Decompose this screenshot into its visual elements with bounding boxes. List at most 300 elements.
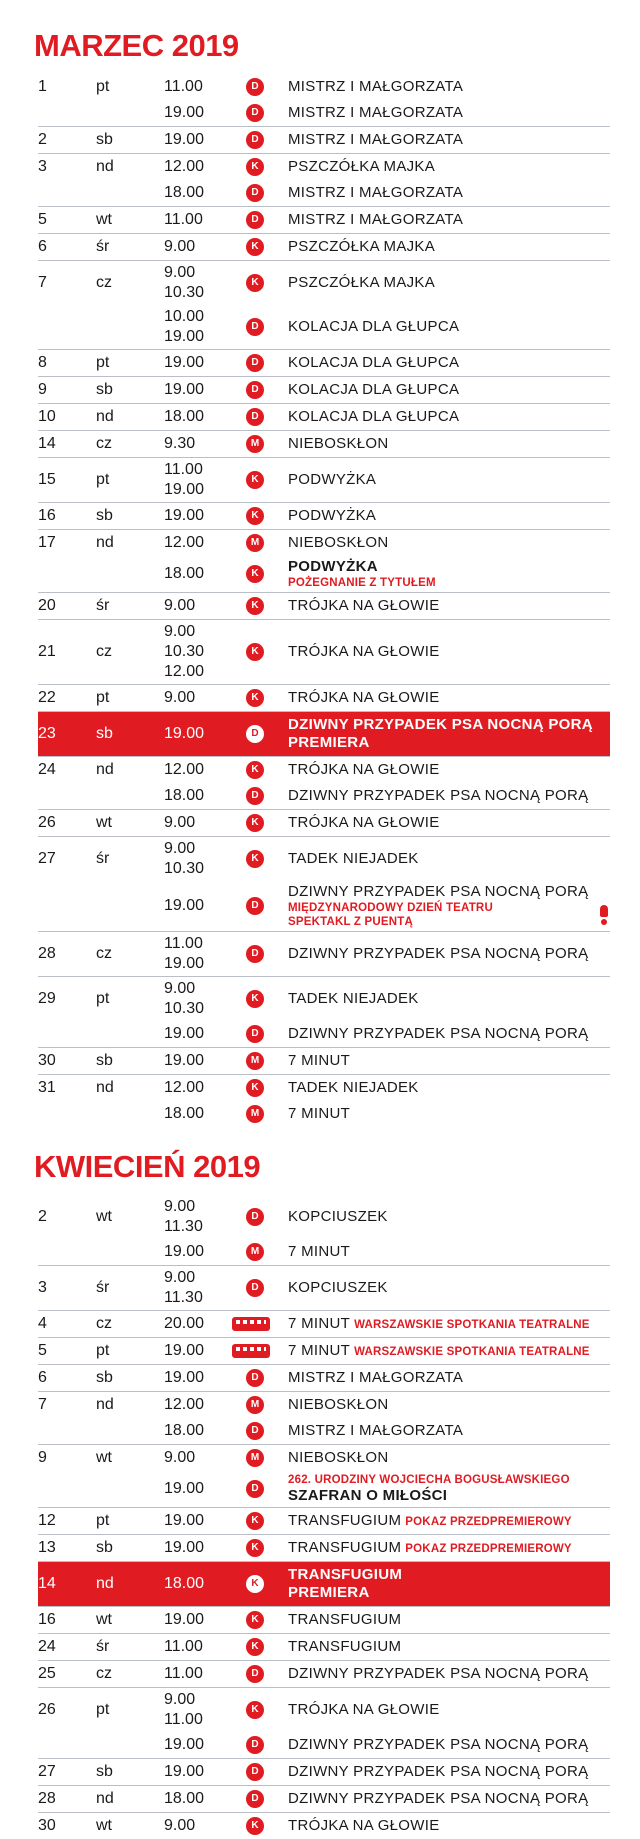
show-time <box>164 531 246 555</box>
day-group <box>38 1606 610 1633</box>
day-number: 3 <box>38 1279 47 1296</box>
performance-row <box>38 503 610 529</box>
day-number: 14 <box>38 435 56 452</box>
performance-row <box>38 1311 610 1337</box>
show-title-cell <box>288 209 610 231</box>
weekday: sb <box>96 131 113 148</box>
show-time <box>164 458 246 502</box>
event-note: WARSZAWSKIE SPOTKANIA TEATRALNE <box>354 1318 590 1331</box>
stage-icon-cell <box>246 1790 288 1808</box>
show-time <box>164 1266 246 1310</box>
show-title[interactable]: NIEBOSKŁON <box>288 435 389 452</box>
show-title[interactable]: 7 MINUT <box>288 1243 351 1260</box>
performance-row <box>38 810 610 836</box>
stage-icon-cell <box>246 761 288 779</box>
show-title[interactable]: DZIWNY PRZYPADEK PSA NOCNĄ PORĄ <box>288 1665 589 1682</box>
event-note: POKAZ PRZEDPREMIEROWY <box>405 1542 572 1555</box>
show-time <box>164 128 246 152</box>
time-value: 18.00 <box>164 787 205 804</box>
weekday: wt <box>96 1208 112 1225</box>
show-title[interactable]: PSZCZÓŁKA MAJKA <box>288 238 436 255</box>
show-title-text[interactable]: TRANSFUGIUM <box>288 1538 402 1556</box>
day-group <box>38 1391 610 1444</box>
show-time <box>164 562 246 586</box>
show-time <box>164 235 246 259</box>
show-title[interactable]: TRANSFUGIUM <box>288 1638 402 1655</box>
show-title[interactable]: MISTRZ I MAŁGORZATA <box>288 104 464 121</box>
show-time <box>164 1814 246 1838</box>
weekday: śr <box>96 1279 110 1296</box>
time-value: 9.00 <box>164 264 196 281</box>
show-title-cell <box>288 988 610 1010</box>
stage-icon-cell <box>246 1396 288 1414</box>
time-value: 12.00 <box>164 534 205 551</box>
show-title-cell <box>288 182 610 204</box>
stage-badge-icon: D <box>246 1279 264 1297</box>
weekday: pt <box>96 1342 110 1359</box>
show-title[interactable]: MISTRZ I MAŁGORZATA <box>288 1422 464 1439</box>
day-number: 7 <box>38 1396 47 1413</box>
stage-icon-cell <box>246 534 288 552</box>
show-title[interactable]: TRÓJKA NA GŁOWIE <box>288 643 440 660</box>
time-value: 11.00 <box>164 211 203 228</box>
time-value: 18.00 <box>164 565 205 582</box>
show-title[interactable]: 7 MINUT <box>288 1105 351 1122</box>
stage-icon-cell <box>246 814 288 832</box>
day-number: 3 <box>38 158 47 175</box>
show-title[interactable]: NIEBOSKŁON <box>288 534 389 551</box>
day-group <box>38 592 610 619</box>
show-title[interactable]: TADEK NIEJADEK <box>288 1079 419 1096</box>
performance-row <box>38 620 610 684</box>
show-title[interactable]: TADEK NIEJADEK <box>288 990 419 1007</box>
time-value: 12.00 <box>164 761 205 778</box>
stage-badge-icon: K <box>246 689 264 707</box>
show-title[interactable]: TADEK NIEJADEK <box>288 850 419 867</box>
stage-badge-icon: K <box>246 158 264 176</box>
time-value: 19.00 <box>164 354 205 371</box>
day-group <box>38 1310 610 1337</box>
time-value: 9.00 <box>164 1691 196 1708</box>
stage-badge-icon: K <box>246 1575 264 1593</box>
show-title[interactable] <box>288 1512 610 1531</box>
show-title[interactable]: KOLACJA DLA GŁUPCA <box>288 381 460 398</box>
show-title-text[interactable]: 7 MINUT <box>288 1341 351 1359</box>
stage-badge-icon: K <box>246 507 264 525</box>
time-value: 18.00 <box>164 408 205 425</box>
show-time <box>164 1477 246 1501</box>
stage-icon-cell <box>246 1763 288 1781</box>
day-number: 16 <box>38 507 56 524</box>
show-title-cell <box>288 1761 610 1783</box>
show-subtitle: PREMIERA <box>288 1584 370 1601</box>
event-note: POKAZ PRZEDPREMIEROWY <box>405 1515 572 1528</box>
performance-row <box>38 207 610 233</box>
weekday: pt <box>96 1701 110 1718</box>
stage-icon-cell <box>246 1317 288 1331</box>
show-title[interactable]: TRANSFUGIUM <box>288 1611 402 1628</box>
show-title[interactable]: TRÓJKA NA GŁOWIE <box>288 1701 440 1718</box>
weekday: cz <box>96 435 112 452</box>
stage-badge-icon: D <box>246 318 264 336</box>
day-number: 7 <box>38 274 47 291</box>
show-title-cell <box>288 1420 610 1442</box>
stage-icon-cell <box>246 643 288 661</box>
performance-row <box>38 1195 610 1239</box>
day-group <box>38 1812 610 1839</box>
performance-row <box>38 1607 610 1633</box>
event-note: WARSZAWSKIE SPOTKANIA TEATRALNE <box>354 1345 590 1358</box>
day-group <box>38 756 610 809</box>
stage-badge-icon: D <box>246 1480 264 1498</box>
day-group <box>38 1364 610 1391</box>
show-time <box>164 1787 246 1811</box>
stage-badge-icon: D <box>246 945 264 963</box>
day-number: 20 <box>38 597 56 614</box>
show-title[interactable]: PSZCZÓŁKA MAJKA <box>288 158 436 175</box>
day-group <box>38 403 610 430</box>
stage-badge-icon: D <box>246 408 264 426</box>
time-value: 18.00 <box>164 184 205 201</box>
day-group <box>38 931 610 976</box>
show-title-cell <box>288 1788 610 1810</box>
day-group <box>38 1337 610 1364</box>
show-title-cell <box>288 785 610 807</box>
show-title[interactable]: MISTRZ I MAŁGORZATA <box>288 131 464 148</box>
stage-icon-cell <box>246 725 288 743</box>
stage-icon-cell <box>246 1079 288 1097</box>
performance-row <box>38 1471 610 1507</box>
stage-badge-icon: K <box>246 1701 264 1719</box>
time-value: 19.00 <box>164 507 205 524</box>
time-value: 12.00 <box>164 1396 205 1413</box>
stage-badge-icon: K <box>246 1079 264 1097</box>
day-number: 26 <box>38 1701 56 1718</box>
show-title-cell <box>288 1206 610 1228</box>
show-title[interactable] <box>288 1539 610 1558</box>
show-title[interactable]: DZIWNY PRZYPADEK PSA NOCNĄ PORĄ <box>288 1790 589 1807</box>
show-title-cell <box>288 1394 610 1416</box>
stage-icon-cell <box>246 1736 288 1754</box>
show-title[interactable]: MISTRZ I MAŁGORZATA <box>288 78 464 95</box>
stage-icon-cell <box>246 184 288 202</box>
show-time <box>164 620 246 684</box>
performance-row <box>38 685 610 711</box>
show-title-text[interactable]: TRANSFUGIUM <box>288 1511 402 1529</box>
day-number: 15 <box>38 471 56 488</box>
weekday: sb <box>96 381 113 398</box>
show-title[interactable]: KOLACJA DLA GŁUPCA <box>288 318 460 335</box>
stage-badge-icon: D <box>246 78 264 96</box>
day-number: 17 <box>38 534 56 551</box>
time-value: 9.00 <box>164 814 196 831</box>
show-time <box>164 305 246 349</box>
stage-icon-cell <box>246 158 288 176</box>
stage-badge-icon: D <box>246 1422 264 1440</box>
day-number: 28 <box>38 945 56 962</box>
day-number: 16 <box>38 1611 56 1628</box>
day-group <box>38 1047 610 1074</box>
stage-icon-cell <box>246 565 288 583</box>
show-time <box>164 1509 246 1533</box>
time-value: 9.00 <box>164 623 196 640</box>
performance-row <box>38 593 610 619</box>
stage-badge-icon: D <box>246 1208 264 1226</box>
show-title[interactable]: DZIWNY PRZYPADEK PSA NOCNĄ PORĄ <box>288 883 589 900</box>
time-value: 9.00 <box>164 1449 196 1466</box>
show-time <box>164 1446 246 1470</box>
time-value: 12.00 <box>164 663 205 680</box>
weekday: nd <box>96 761 114 778</box>
stage-icon-cell <box>246 238 288 256</box>
show-title[interactable]: KOLACJA DLA GŁUPCA <box>288 354 460 371</box>
stage-badge-icon: D <box>246 131 264 149</box>
stage-icon-cell <box>246 274 288 292</box>
show-title-cell <box>288 1050 610 1072</box>
performance-row <box>38 350 610 376</box>
show-title-cell <box>288 759 610 781</box>
time-value: 18.00 <box>164 1790 205 1807</box>
performance-row <box>38 1535 610 1561</box>
stage-icon-cell <box>246 381 288 399</box>
weekday: wt <box>96 211 112 228</box>
day-group <box>38 1534 610 1561</box>
show-title-cell <box>288 943 610 965</box>
time-value: 19.00 <box>164 1342 205 1359</box>
weekday: nd <box>96 408 114 425</box>
stage-icon-cell <box>246 945 288 963</box>
stage-badge-icon: D <box>246 1790 264 1808</box>
show-title[interactable]: KOLACJA DLA GŁUPCA <box>288 408 460 425</box>
show-title-cell <box>288 102 610 124</box>
stage-icon-cell <box>246 897 288 915</box>
show-time <box>164 1688 246 1732</box>
day-group <box>38 1687 610 1758</box>
stage-icon-cell <box>246 1052 288 1070</box>
show-title[interactable]: DZIWNY PRZYPADEK PSA NOCNĄ PORĄ <box>288 716 593 733</box>
weekday: nd <box>96 1079 114 1096</box>
time-value: 11.00 <box>164 935 203 952</box>
time-value: 19.00 <box>164 328 205 345</box>
show-title-cell <box>288 1663 610 1685</box>
show-title[interactable]: DZIWNY PRZYPADEK PSA NOCNĄ PORĄ <box>288 787 589 804</box>
show-title-cell <box>288 1277 610 1299</box>
stage-badge-icon: M <box>246 1449 264 1467</box>
time-value: 11.00 <box>164 1665 203 1682</box>
time-value: 9.00 <box>164 238 196 255</box>
time-value: 19.00 <box>164 131 205 148</box>
time-value: 18.00 <box>164 1105 205 1122</box>
weekday: nd <box>96 1790 114 1807</box>
day-number: 23 <box>38 725 56 742</box>
stage-badge-icon: K <box>246 565 264 583</box>
stage-badge-icon: D <box>246 1665 264 1683</box>
stage-badge-icon: K <box>246 1512 264 1530</box>
stage-badge-icon: M <box>246 1396 264 1414</box>
weekday: cz <box>96 1315 112 1332</box>
performance-row <box>38 1365 610 1391</box>
time-value: 19.00 <box>164 1763 205 1780</box>
day-group <box>38 1444 610 1507</box>
show-title[interactable] <box>288 1315 610 1334</box>
day-number: 13 <box>38 1539 56 1556</box>
show-time <box>164 1076 246 1100</box>
weekday: sb <box>96 1369 113 1386</box>
show-title[interactable]: 7 MINUT <box>288 1052 351 1069</box>
time-value: 19.00 <box>164 955 205 972</box>
day-number: 2 <box>38 1208 47 1225</box>
show-time <box>164 977 246 1021</box>
show-time <box>164 932 246 976</box>
show-title[interactable]: KOPCIUSZEK <box>288 1279 388 1296</box>
show-title[interactable]: KOPCIUSZEK <box>288 1208 388 1225</box>
day-number: 6 <box>38 238 47 255</box>
show-title[interactable]: MISTRZ I MAŁGORZATA <box>288 1369 464 1386</box>
performance-row <box>38 1813 610 1839</box>
show-time <box>164 1572 246 1596</box>
stage-icon-cell <box>246 1422 288 1440</box>
weekday: sb <box>96 1052 113 1069</box>
weekday: nd <box>96 158 114 175</box>
weekday: śr <box>96 850 110 867</box>
performance-row <box>38 1048 610 1074</box>
time-value: 11.00 <box>164 1711 203 1728</box>
day-number: 5 <box>38 1342 47 1359</box>
show-title[interactable]: TRANSFUGIUM <box>288 1566 403 1583</box>
stage-badge-icon: M <box>246 1052 264 1070</box>
time-value: 19.00 <box>164 725 205 742</box>
time-value: 19.00 <box>164 897 205 914</box>
show-title[interactable]: MISTRZ I MAŁGORZATA <box>288 184 464 201</box>
stage-badge-icon: K <box>246 1638 264 1656</box>
show-time <box>164 594 246 618</box>
show-title-cell <box>288 1609 610 1631</box>
stage-icon-cell <box>246 850 288 868</box>
stage-icon-cell <box>246 1512 288 1530</box>
weekday: nd <box>96 1575 114 1592</box>
schedule-table <box>38 1195 610 1839</box>
day-group <box>38 153 610 206</box>
show-time <box>164 1608 246 1632</box>
show-title-cell <box>288 1313 610 1336</box>
show-title[interactable]: TRÓJKA NA GŁOWIE <box>288 597 440 614</box>
show-title[interactable]: MISTRZ I MAŁGORZATA <box>288 211 464 228</box>
time-value: 10.00 <box>164 308 205 325</box>
show-time <box>164 101 246 125</box>
performance-row <box>38 404 610 430</box>
time-value: 18.00 <box>164 1422 205 1439</box>
show-title[interactable]: PODWYŻKA <box>288 471 377 488</box>
performance-row <box>38 154 610 180</box>
weekday: śr <box>96 597 110 614</box>
weekday: nd <box>96 534 114 551</box>
stage-badge-icon: K <box>246 814 264 832</box>
day-number: 28 <box>38 1790 56 1807</box>
weekday: cz <box>96 274 112 291</box>
stage-icon-cell <box>246 1105 288 1123</box>
weekday: pt <box>96 990 110 1007</box>
stage-icon-cell <box>246 1638 288 1656</box>
stage-badge-icon: D <box>246 1369 264 1387</box>
show-title-cell <box>288 236 610 258</box>
show-title-text[interactable]: 7 MINUT <box>288 1314 351 1332</box>
stage-icon-cell <box>246 354 288 372</box>
show-title[interactable]: TRÓJKA NA GŁOWIE <box>288 1817 440 1834</box>
performance-row <box>38 932 610 976</box>
day-group <box>38 1074 610 1127</box>
day-group <box>38 1785 610 1812</box>
event-note: MIĘDZYNARODOWY DZIEŃ TEATRU <box>288 902 493 914</box>
show-time <box>164 1635 246 1659</box>
day-group <box>38 376 610 403</box>
time-value: 9.00 <box>164 1817 196 1834</box>
stage-badge-icon: K <box>246 990 264 1008</box>
stage-badge-icon: D <box>246 787 264 805</box>
day-group <box>38 1195 610 1265</box>
day-group <box>38 1265 610 1310</box>
weekday: wt <box>96 1817 112 1834</box>
stage-badge-icon: K <box>246 471 264 489</box>
show-time <box>164 1022 246 1046</box>
stage-badge-icon: K <box>246 1539 264 1557</box>
day-group <box>38 1660 610 1687</box>
stage-badge-icon: K <box>246 761 264 779</box>
weekday: sb <box>96 1539 113 1556</box>
show-title[interactable]: TRÓJKA NA GŁOWIE <box>288 814 440 831</box>
time-value: 11.00 <box>164 1638 203 1655</box>
show-title-cell <box>288 1699 610 1721</box>
show-title[interactable]: PODWYŻKA <box>288 558 378 575</box>
show-title[interactable]: PODWYŻKA <box>288 507 377 524</box>
weekday: cz <box>96 1665 112 1682</box>
time-value: 19.00 <box>164 381 205 398</box>
premiere-row <box>38 1562 610 1606</box>
show-title[interactable]: DZIWNY PRZYPADEK PSA NOCNĄ PORĄ <box>288 1736 589 1753</box>
performance-row <box>38 234 610 260</box>
show-title[interactable]: NIEBOSKŁON <box>288 1396 389 1413</box>
show-title-cell <box>288 352 610 374</box>
show-title[interactable]: NIEBOSKŁON <box>288 1449 389 1466</box>
performance-row <box>38 1338 610 1364</box>
show-title[interactable]: TRÓJKA NA GŁOWIE <box>288 761 440 778</box>
show-title[interactable]: DZIWNY PRZYPADEK PSA NOCNĄ PORĄ <box>288 1025 589 1042</box>
show-title-cell <box>288 156 610 178</box>
show-title[interactable]: DZIWNY PRZYPADEK PSA NOCNĄ PORĄ <box>288 945 589 962</box>
stage-badge-icon: K <box>246 1611 264 1629</box>
performance-row <box>38 261 610 305</box>
show-time <box>164 208 246 232</box>
performance-row <box>38 377 610 403</box>
day-group <box>38 430 610 457</box>
time-value: 9.00 <box>164 689 196 706</box>
show-time <box>164 1240 246 1264</box>
stage-icon-cell <box>246 471 288 489</box>
performance-row <box>38 837 610 881</box>
stage-badge-icon: D <box>246 1736 264 1754</box>
time-value: 10.30 <box>164 860 205 877</box>
show-title[interactable] <box>288 1342 610 1361</box>
performance-row <box>38 100 610 126</box>
show-title[interactable]: DZIWNY PRZYPADEK PSA NOCNĄ PORĄ <box>288 1763 589 1780</box>
show-time <box>164 1760 246 1784</box>
performance-row <box>38 305 610 349</box>
performance-row <box>38 431 610 457</box>
show-title[interactable]: TRÓJKA NA GŁOWIE <box>288 689 440 706</box>
day-group <box>38 233 610 260</box>
show-title[interactable]: PSZCZÓŁKA MAJKA <box>288 274 436 291</box>
time-value: 19.00 <box>164 1480 205 1497</box>
show-time <box>164 686 246 710</box>
